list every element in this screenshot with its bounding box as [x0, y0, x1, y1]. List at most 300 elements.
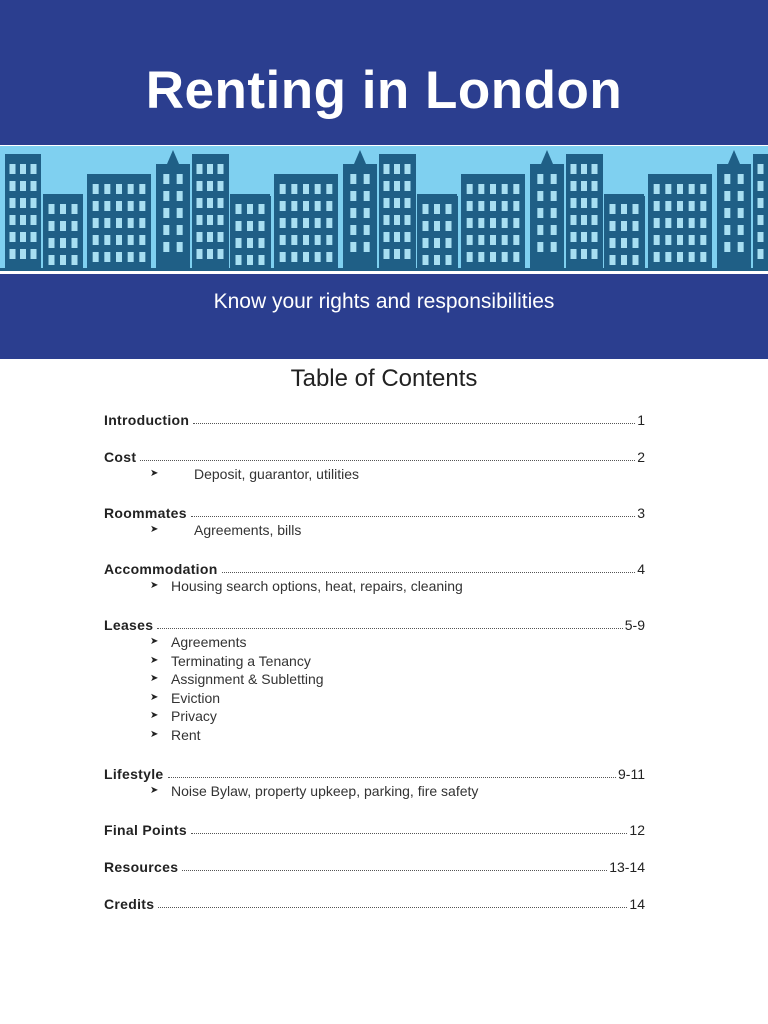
arrow-bullet-icon: ➤ [150, 729, 159, 740]
skyline-shape [581, 249, 587, 259]
skyline-shape [758, 249, 764, 259]
skyline-shape [207, 232, 213, 242]
skyline-shape [738, 208, 744, 218]
skyline-shape [551, 174, 557, 184]
toc-entry-cost[interactable] [104, 445, 645, 465]
skyline-shape [128, 252, 134, 262]
skyline-shape [478, 201, 484, 211]
arrow-bullet-icon: ➤ [150, 785, 159, 796]
skyline-shape [446, 238, 452, 248]
skyline-shape [434, 221, 440, 231]
skyline-shape [384, 232, 390, 242]
skyline-shape [315, 218, 321, 228]
leader-dots [191, 832, 627, 834]
skyline-shape [20, 232, 26, 242]
skyline-shape [291, 235, 297, 245]
skyline-shape [689, 235, 695, 245]
skyline-shape [128, 201, 134, 211]
skyline-shape [315, 235, 321, 245]
skyline-shape [156, 164, 190, 268]
skyline-shape [60, 221, 66, 231]
skyline-shape [350, 208, 356, 218]
skyline-shape [236, 204, 242, 214]
skyline-shape [303, 201, 309, 211]
skyline-shape [405, 181, 411, 191]
skyline-shape [218, 181, 224, 191]
skyline-shape [291, 201, 297, 211]
skyline-shape [177, 191, 183, 201]
page-title: Renting in London [145, 61, 623, 120]
skyline-shape [592, 198, 598, 208]
skyline-shape [72, 238, 78, 248]
skyline-shape [10, 232, 16, 242]
skyline-illustration [0, 146, 768, 271]
skyline-shape [689, 201, 695, 211]
toc-entry-label: Introduction [104, 412, 190, 428]
toc-entry-leases[interactable] [104, 613, 645, 633]
skyline-shape [490, 252, 496, 262]
skyline-shape [163, 191, 169, 201]
skyline-shape [93, 218, 99, 228]
skyline-shape [654, 218, 660, 228]
skyline-shape [303, 235, 309, 245]
skyline-shape [467, 252, 473, 262]
skyline-shape [502, 252, 508, 262]
skyline-spire [354, 150, 366, 164]
skyline-shape [537, 174, 543, 184]
skyline-shape [20, 249, 26, 259]
skyline-shape [128, 235, 134, 245]
skyline-shape [364, 225, 370, 235]
toc-entry-label: Accommodation [104, 561, 218, 577]
arrow-bullet-icon: ➤ [150, 673, 159, 684]
skyline-shape [116, 235, 122, 245]
skyline-shape [592, 181, 598, 191]
skyline-shape [207, 215, 213, 225]
skyline-shape [326, 235, 332, 245]
arrow-bullet-icon: ➤ [150, 710, 159, 721]
skyline-shape [758, 164, 764, 174]
skyline-shape [116, 201, 122, 211]
skyline-shape [218, 249, 224, 259]
skyline-shape [60, 255, 66, 265]
skyline-shape [621, 255, 627, 265]
skyline-shape [434, 238, 440, 248]
skyline-shape [724, 225, 730, 235]
skyline-shape [571, 232, 577, 242]
skyline-shape [364, 191, 370, 201]
skyline-shape [592, 215, 598, 225]
skyline-shape [633, 204, 639, 214]
skyline-shape [207, 198, 213, 208]
skyline-shape [478, 252, 484, 262]
skyline-shape [384, 181, 390, 191]
skyline-shape [677, 218, 683, 228]
skyline-shape [665, 218, 671, 228]
skyline-shape [72, 255, 78, 265]
skyline-shape [738, 191, 744, 201]
skyline-shape [581, 164, 587, 174]
skyline-shape [665, 184, 671, 194]
skyline-shape [677, 252, 683, 262]
skyline-shape [247, 221, 253, 231]
arrow-bullet-icon: ➤ [150, 655, 159, 666]
skyline-shape [60, 238, 66, 248]
skyline-shape [446, 255, 452, 265]
skyline-shape [551, 225, 557, 235]
skyline-shape [20, 164, 26, 174]
skyline-shape [163, 225, 169, 235]
skyline-shape [104, 184, 110, 194]
skyline-shape [60, 204, 66, 214]
skyline-shape [700, 184, 706, 194]
toc-entry-label: Roommates [104, 505, 187, 521]
skyline-shape [207, 181, 213, 191]
toc-entry-label: Resources [104, 859, 179, 875]
toc-entry-page: 12 [629, 822, 645, 838]
skyline-shape [551, 242, 557, 252]
skyline-shape [364, 208, 370, 218]
skyline-shape [467, 235, 473, 245]
toc-entry-label: Credits [104, 896, 155, 912]
skyline-shape [247, 204, 253, 214]
skyline-shape [247, 238, 253, 248]
toc-entry-lifestyle[interactable] [104, 762, 645, 782]
skyline-shape [93, 201, 99, 211]
skyline-shape [280, 184, 286, 194]
skyline-shape [49, 238, 55, 248]
skyline-shape [571, 249, 577, 259]
skyline-shape [394, 181, 400, 191]
skyline-shape [689, 184, 695, 194]
skyline-shape [405, 198, 411, 208]
skyline-shape [446, 221, 452, 231]
toc-entry-page: 1 [637, 412, 645, 428]
skyline-shape [592, 164, 598, 174]
skyline-shape [467, 184, 473, 194]
skyline-shape [236, 221, 242, 231]
skyline-shape [724, 191, 730, 201]
skyline-shape [326, 184, 332, 194]
skyline-shape [197, 215, 203, 225]
skyline-spire [728, 150, 740, 164]
skyline-shape [93, 252, 99, 262]
skyline-shape [502, 201, 508, 211]
skyline-shape [665, 201, 671, 211]
skyline-shape [467, 218, 473, 228]
skyline-shape [49, 255, 55, 265]
skyline-shape [218, 215, 224, 225]
skyline-shape [394, 164, 400, 174]
skyline-shape [139, 235, 145, 245]
skyline-shape [610, 221, 616, 231]
skyline-shape [280, 201, 286, 211]
skyline-shape [700, 235, 706, 245]
skyline-shape [280, 252, 286, 262]
skyline-shape [384, 198, 390, 208]
leader-dots [140, 459, 635, 461]
toc-entry-page: 5-9 [624, 617, 645, 633]
skyline-shape [139, 184, 145, 194]
skyline-shape [31, 198, 37, 208]
skyline-shape [490, 201, 496, 211]
skyline-shape [700, 201, 706, 211]
skyline-shape [581, 215, 587, 225]
skyline-shape [343, 164, 377, 268]
skyline-shape [738, 225, 744, 235]
skyline-shape [128, 184, 134, 194]
toc-entry-introduction[interactable] [104, 408, 645, 428]
skyline-shape [10, 198, 16, 208]
toc-entry-page: 4 [637, 561, 645, 577]
skyline-shape [610, 238, 616, 248]
arrow-bullet-icon: ➤ [150, 636, 159, 647]
skyline-shape [72, 221, 78, 231]
skyline-shape [490, 218, 496, 228]
toc-entry-page: 9-11 [618, 766, 645, 782]
page-subtitle: Know your rights and responsibilities [213, 290, 555, 313]
skyline-shape [592, 232, 598, 242]
skyline-shape [610, 204, 616, 214]
skyline-shape [513, 218, 519, 228]
skyline-shape [303, 252, 309, 262]
skyline-shape [315, 201, 321, 211]
skyline-shape [10, 164, 16, 174]
skyline-shape [758, 232, 764, 242]
skyline-shape [31, 232, 37, 242]
skyline-shape [738, 174, 744, 184]
skyline-shape [724, 174, 730, 184]
toc-entry-roommates[interactable] [104, 501, 645, 521]
toc-entry-label: Cost [104, 449, 137, 465]
skyline-shape [537, 242, 543, 252]
skyline-shape [31, 181, 37, 191]
toc-entry-label: Final Points [104, 822, 187, 838]
skyline-shape [326, 252, 332, 262]
skyline-shape [571, 164, 577, 174]
skyline-shape [236, 255, 242, 265]
skyline-shape [10, 215, 16, 225]
skyline-shape [665, 235, 671, 245]
skyline-shape [207, 164, 213, 174]
skyline-shape [303, 184, 309, 194]
skyline-shape [247, 255, 253, 265]
skyline-shape [218, 232, 224, 242]
skyline-shape [513, 201, 519, 211]
skyline-shape [405, 164, 411, 174]
skyline-shape [259, 255, 265, 265]
skyline-shape [207, 249, 213, 259]
skyline-shape [677, 184, 683, 194]
skyline-shape [0, 268, 768, 271]
skyline-spire [541, 150, 553, 164]
leader-dots [157, 627, 622, 629]
skyline-shape [581, 181, 587, 191]
arrow-bullet-icon: ➤ [150, 524, 159, 535]
skyline-shape [104, 201, 110, 211]
skyline-shape [116, 218, 122, 228]
skyline-shape [280, 218, 286, 228]
skyline-shape [758, 198, 764, 208]
skyline-shape [177, 225, 183, 235]
skyline-shape [303, 218, 309, 228]
skyline-shape [405, 215, 411, 225]
skyline-shape [326, 218, 332, 228]
skyline-shape [116, 252, 122, 262]
skyline-shape [394, 198, 400, 208]
skyline-shape [326, 201, 332, 211]
skyline-shape [513, 252, 519, 262]
skyline-shape [364, 174, 370, 184]
skyline-shape [31, 164, 37, 174]
skyline-shape [405, 232, 411, 242]
skyline-shape [394, 249, 400, 259]
skyline-shape [758, 181, 764, 191]
skyline-shape [654, 235, 660, 245]
arrow-bullet-icon: ➤ [150, 580, 159, 591]
leader-dots [182, 869, 607, 871]
skyline-graphic [0, 146, 768, 271]
skyline-shape [350, 225, 356, 235]
skyline-shape [700, 252, 706, 262]
skyline-shape [93, 184, 99, 194]
subtitle-banner [0, 274, 768, 359]
skyline-shape [537, 191, 543, 201]
skyline-shape [49, 204, 55, 214]
skyline-shape [72, 204, 78, 214]
toc-entry-label: Leases [104, 617, 154, 633]
skyline-shape [423, 238, 429, 248]
skyline-shape [218, 164, 224, 174]
skyline-shape [537, 225, 543, 235]
skyline-shape [551, 208, 557, 218]
skyline-shape [502, 218, 508, 228]
skyline-shape [478, 235, 484, 245]
skyline-shape [434, 204, 440, 214]
skyline-shape [291, 252, 297, 262]
skyline-shape [581, 232, 587, 242]
skyline-shape [467, 201, 473, 211]
toc-heading: Table of Contents [290, 365, 478, 392]
toc-entry-page: 13-14 [609, 859, 645, 875]
skyline-shape [384, 215, 390, 225]
skyline-shape [700, 218, 706, 228]
skyline-shape [10, 181, 16, 191]
skyline-shape [677, 201, 683, 211]
skyline-shape [571, 181, 577, 191]
skyline-shape [31, 249, 37, 259]
skyline-shape [197, 249, 203, 259]
leader-dots [158, 906, 627, 908]
skyline-shape [177, 242, 183, 252]
skyline-shape [394, 232, 400, 242]
skyline-shape [513, 235, 519, 245]
skyline-shape [291, 184, 297, 194]
skyline-shape [571, 215, 577, 225]
skyline-shape [717, 164, 751, 268]
skyline-shape [654, 201, 660, 211]
skyline-shape [104, 235, 110, 245]
skyline-shape [350, 242, 356, 252]
skyline-shape [423, 255, 429, 265]
skyline-shape [581, 198, 587, 208]
toc-entry-page: 2 [637, 449, 645, 465]
skyline-shape [350, 174, 356, 184]
skyline-shape [49, 221, 55, 231]
skyline-shape [315, 184, 321, 194]
skyline-shape [280, 235, 286, 245]
leader-dots [222, 571, 636, 573]
skyline-shape [20, 181, 26, 191]
skyline-shape [177, 208, 183, 218]
skyline-shape [384, 164, 390, 174]
arrow-bullet-icon: ➤ [150, 468, 159, 479]
skyline-shape [571, 198, 577, 208]
skyline-shape [633, 255, 639, 265]
skyline-shape [20, 215, 26, 225]
skyline-shape [139, 252, 145, 262]
skyline-shape [104, 252, 110, 262]
skyline-shape [197, 164, 203, 174]
skyline-shape [394, 215, 400, 225]
skyline-shape [197, 181, 203, 191]
skyline-shape [350, 191, 356, 201]
skyline-shape [434, 255, 440, 265]
skyline-shape [139, 201, 145, 211]
toc-entry-accommodation[interactable] [104, 557, 645, 577]
skyline-shape [116, 184, 122, 194]
skyline-shape [610, 255, 616, 265]
skyline-shape [490, 235, 496, 245]
skyline-shape [689, 218, 695, 228]
toc-entry-credits[interactable] [104, 892, 645, 912]
skyline-shape [163, 242, 169, 252]
skyline-shape [163, 174, 169, 184]
leader-dots [168, 776, 617, 778]
skyline-shape [163, 208, 169, 218]
skyline-shape [724, 208, 730, 218]
skyline-shape [177, 174, 183, 184]
skyline-shape [315, 252, 321, 262]
leader-dots [193, 422, 635, 424]
skyline-shape [259, 221, 265, 231]
skyline-shape [446, 204, 452, 214]
skyline-shape [621, 238, 627, 248]
skyline-shape [259, 204, 265, 214]
skyline-shape [405, 249, 411, 259]
skyline-shape [724, 242, 730, 252]
skyline-shape [236, 238, 242, 248]
skyline-shape [490, 184, 496, 194]
toc-entry-resources[interactable] [104, 855, 645, 875]
skyline-shape [478, 184, 484, 194]
skyline-shape [478, 218, 484, 228]
skyline-shape [364, 242, 370, 252]
arrow-bullet-icon: ➤ [150, 692, 159, 703]
skyline-spire [167, 150, 179, 164]
skyline-shape [633, 221, 639, 231]
skyline-shape [139, 218, 145, 228]
toc-entry-label: Lifestyle [104, 766, 164, 782]
skyline-shape [128, 218, 134, 228]
toc-entry-page: 14 [629, 896, 645, 912]
skyline-shape [621, 221, 627, 231]
skyline-shape [218, 198, 224, 208]
skyline-shape [93, 235, 99, 245]
skyline-shape [31, 215, 37, 225]
toc-entry-final-points[interactable] [104, 818, 645, 838]
skyline-shape [513, 184, 519, 194]
